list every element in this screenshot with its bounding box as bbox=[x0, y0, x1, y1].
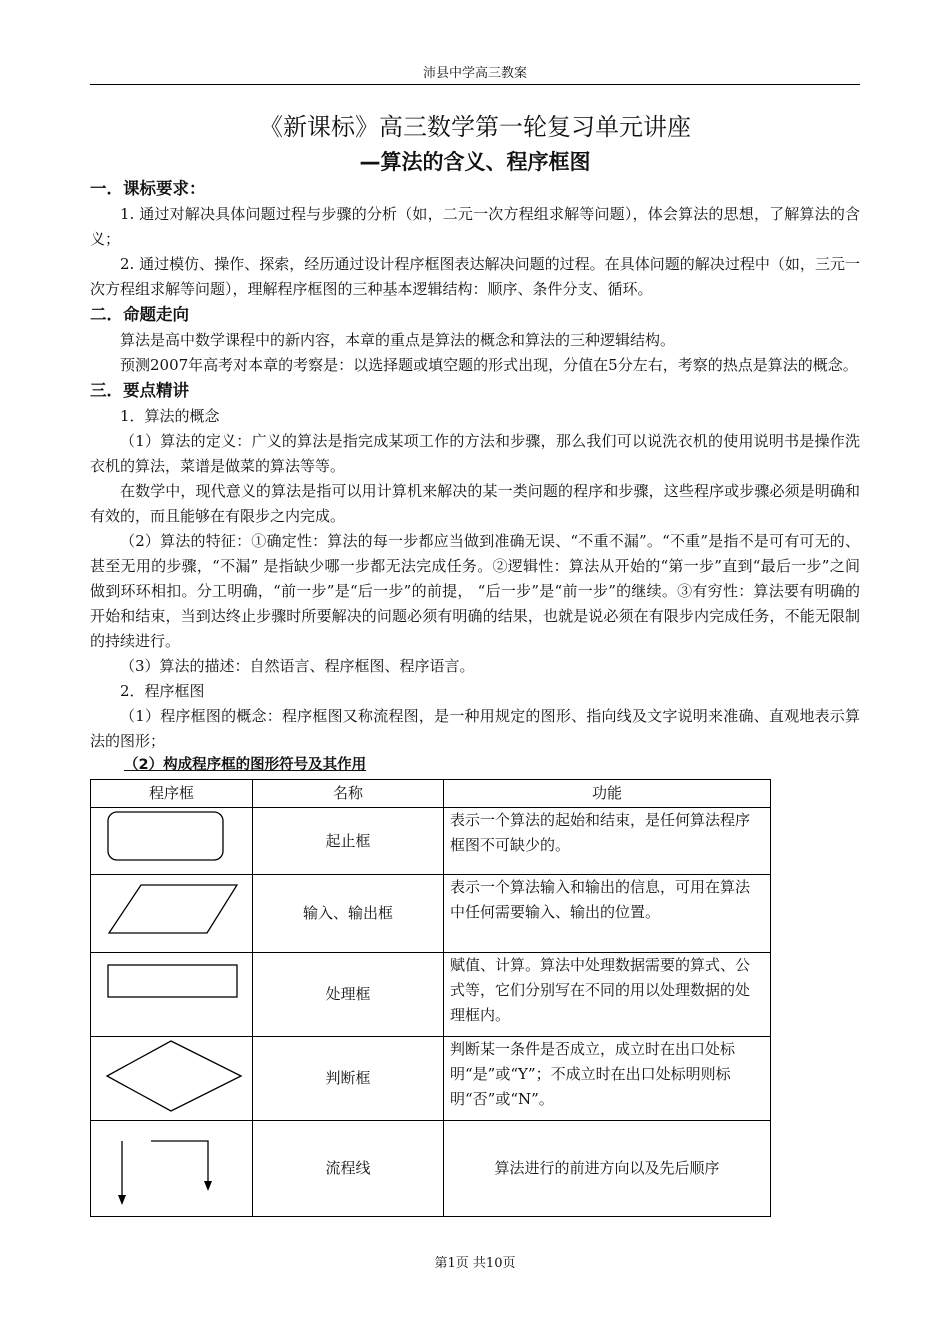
symbol-cell bbox=[91, 1037, 253, 1121]
page-subtitle: —算法的含义、程序框图 bbox=[359, 150, 591, 174]
column-header: 功能 bbox=[444, 780, 771, 808]
paragraph: 2. 通过模仿、操作、探索，经历通过设计程序框图表达解决问题的过程。在具体问题的解决过程中（如，三元一次方程组求解等问题），理解程序框图的三种基本逻辑结构：顺序、条件分支、循环。 bbox=[90, 255, 860, 298]
table-header-row bbox=[91, 780, 771, 808]
paragraph: 2．程序框图 bbox=[120, 682, 205, 700]
table-caption: （2）构成程序框的图形符号及其作用 bbox=[124, 757, 367, 773]
paragraph: 1．算法的概念 bbox=[120, 407, 220, 425]
symbol-function: 表示一个算法输入和输出的信息，可用在算法中任何需要输入、输出的位置。 bbox=[444, 875, 771, 953]
table-row bbox=[91, 1037, 771, 1121]
column-header: 程序框 bbox=[91, 780, 253, 808]
paragraph: （3）算法的描述：自然语言、程序框图、程序语言。 bbox=[120, 657, 475, 675]
symbol-name: 流程线 bbox=[253, 1121, 444, 1217]
table-row bbox=[91, 953, 771, 1037]
symbol-cell bbox=[91, 1121, 253, 1217]
paragraph: （1）程序框图的概念：程序框图又称流程图，是一种用规定的图形、指向线及文字说明来准确、直观地表示算法的图形； bbox=[90, 707, 860, 750]
section-heading-2: 二．命题走向 bbox=[90, 305, 189, 324]
symbol-name: 起止框 bbox=[253, 808, 444, 875]
symbol-function: 判断某一条件是否成立，成立时在出口处标明“是”或“Y”；不成立时在出口处标明则标明“否”或“N”。 bbox=[444, 1037, 771, 1121]
symbol-cell bbox=[91, 808, 253, 875]
symbol-cell bbox=[91, 875, 253, 953]
flowchart-symbols-table bbox=[90, 779, 771, 1217]
paragraph: 预测2007年高考对本章的考察是：以选择题或填空题的形式出现，分值在5分左右，考察的热点是算法的概念。 bbox=[120, 356, 858, 374]
flowline-symbol-icon bbox=[91, 1121, 251, 1208]
table-row bbox=[91, 808, 771, 875]
paragraph: 算法是高中数学课程中的新内容，本章的重点是算法的概念和算法的三种逻辑结构。 bbox=[120, 331, 676, 349]
table-row bbox=[91, 1121, 771, 1217]
page-header: 沛县中学高三教案 bbox=[90, 64, 860, 85]
paragraph: （2）算法的特征：①确定性：算法的每一步都应当做到准确无误、“不重不漏”。“不重”是指不是可有可无的、甚至无用的步骤，“不漏” 是指缺少哪一步都无法完成任务。②逻辑性：算法从开始的“第一步”直到“最后一步”之间做到环环相扣。分工明确，“前一步”是“后一步”的前提， “后一步”是“前一步”的继续。③有穷性：算法要有明确的开始和结束，当到达终止步骤时所要解决的问题必须有明确的结果，也就是说必须在有限步内完成任务，不能无限制的持续进行。 bbox=[90, 532, 860, 650]
symbol-function: 赋值、计算。算法中处理数据需要的算式、公式等，它们分别写在不同的用以处理数据的处理框内。 bbox=[444, 953, 771, 1037]
section-heading-1: 一．课标要求： bbox=[90, 179, 206, 198]
symbol-cell bbox=[91, 953, 253, 1037]
symbol-function: 算法进行的前进方向以及先后顺序 bbox=[444, 1121, 771, 1217]
symbol-function: 表示一个算法的起始和结束，是任何算法程序框图不可缺少的。 bbox=[444, 808, 771, 875]
terminal-symbol-icon bbox=[91, 808, 251, 866]
paragraph: （1）算法的定义：广义的算法是指完成某项工作的方法和步骤，那么我们可以说洗衣机的使用说明书是操作洗衣机的算法，菜谱是做菜的算法等等。 bbox=[90, 432, 860, 475]
symbol-name: 输入、输出框 bbox=[253, 875, 444, 953]
symbol-name: 处理框 bbox=[253, 953, 444, 1037]
paragraph: 在数学中，现代意义的算法是指可以用计算机来解决的某一类问题的程序和步骤，这些程序或步骤必须是明确和有效的，而且能够在有限步之内完成。 bbox=[90, 482, 860, 525]
io-symbol-icon bbox=[91, 875, 251, 944]
table-row bbox=[91, 875, 771, 953]
page-title: 《新课标》高三数学第一轮复习单元讲座 bbox=[259, 113, 691, 141]
process-symbol-icon bbox=[91, 953, 251, 1028]
section-heading-3: 三．要点精讲 bbox=[90, 381, 189, 400]
page-footer: 第1页 共10页 bbox=[434, 1256, 516, 1271]
symbol-name: 判断框 bbox=[253, 1037, 444, 1121]
document-body bbox=[90, 176, 860, 1217]
decision-symbol-icon bbox=[91, 1037, 251, 1112]
paragraph: 1. 通过对解决具体问题过程与步骤的分析（如，二元一次方程组求解等问题），体会算法的思想，了解算法的含义； bbox=[90, 205, 860, 248]
column-header: 名称 bbox=[253, 780, 444, 808]
